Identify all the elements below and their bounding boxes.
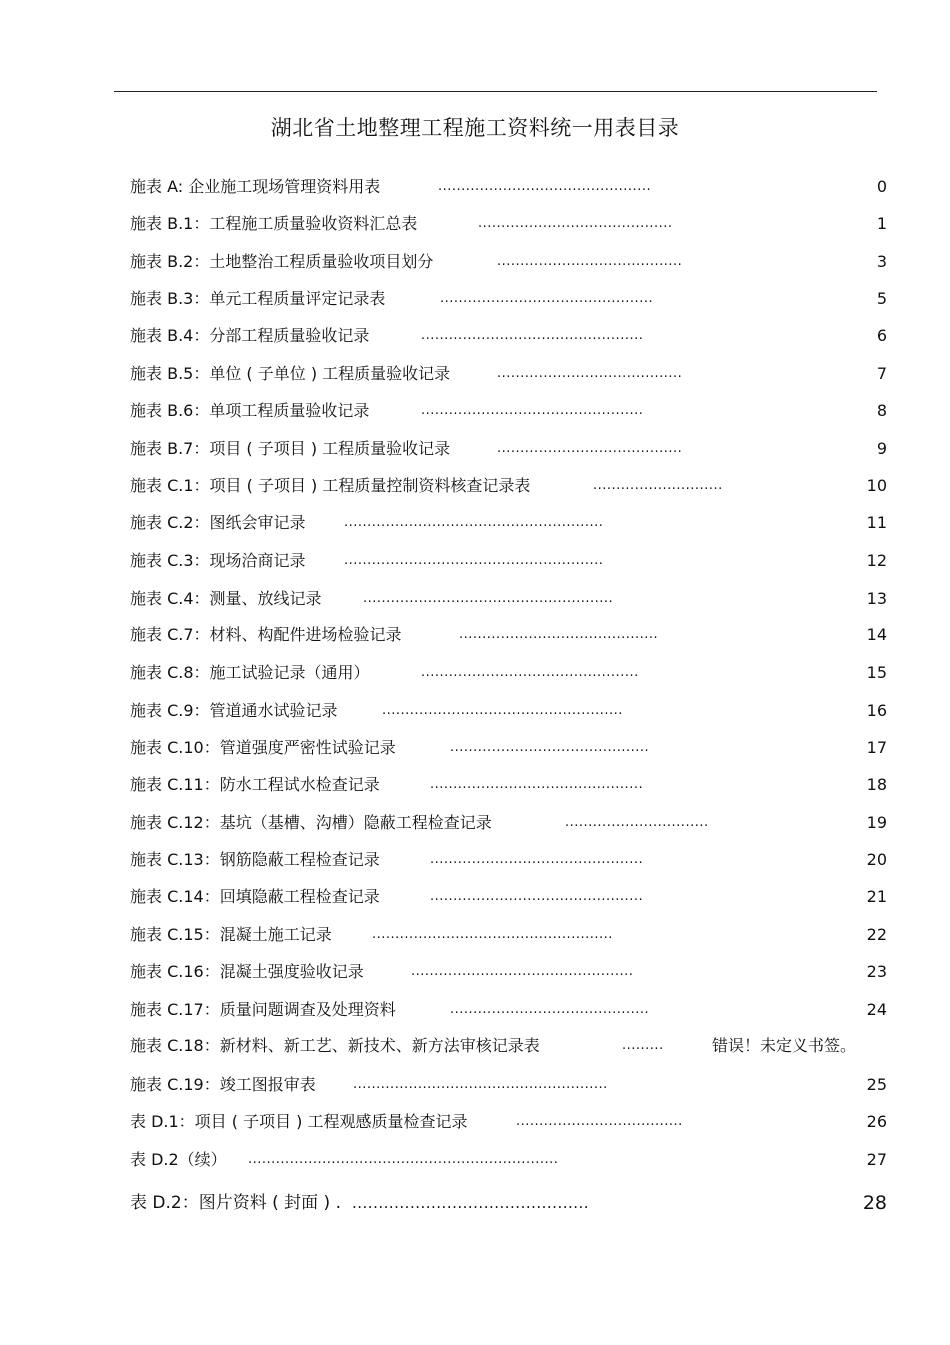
toc-entry[interactable] xyxy=(0,324,950,348)
toc-entry-label: 施表 C.19：竣工图报审表 xyxy=(130,1075,316,1094)
toc-entry-label: 施表 C.16：混凝土强度验收记录 xyxy=(130,962,364,981)
toc-leader-dots: .................................................... xyxy=(372,927,613,942)
toc-leader-dots: ........................................... xyxy=(450,1002,650,1017)
toc-page-number: 27 xyxy=(866,1150,887,1169)
toc-entry[interactable] xyxy=(0,736,950,760)
toc-page-number: 19 xyxy=(866,813,887,832)
toc-leader-dots: ................................................ xyxy=(411,964,634,979)
toc-page-number: 0 xyxy=(876,177,887,196)
toc-entry[interactable] xyxy=(0,511,950,535)
toc-leader-dots: ........................................ xyxy=(497,366,683,381)
toc-leader-dots: .............................................. xyxy=(430,889,644,904)
toc-page-number: 26 xyxy=(866,1112,887,1131)
toc-entry-label: 施表 B.6：单项工程质量验收记录 xyxy=(130,401,370,420)
toc-entry-label: 施表 C.18：新材料、新工艺、新技术、新方法审核记录表 xyxy=(130,1036,540,1055)
toc-leader-dots: ............................ xyxy=(593,478,723,493)
toc-entry[interactable] xyxy=(0,362,950,386)
toc-entry[interactable] xyxy=(0,661,950,685)
toc-entry-label: 施表 B.7：项目 ( 子项目 ) 工程质量验收记录 xyxy=(130,439,451,458)
toc-leader-dots: ................................................................... xyxy=(248,1152,559,1167)
toc-entry-label: 表 D.2（续） xyxy=(130,1150,227,1169)
toc-entry[interactable] xyxy=(0,885,950,909)
toc-entry[interactable] xyxy=(0,960,950,984)
toc-leader-dots: ........................................... xyxy=(450,740,650,755)
toc-entry-label: 施表 B.4：分部工程质量验收记录 xyxy=(130,326,370,345)
toc-leader-dots: .................................................... xyxy=(382,703,623,718)
toc-page-number: 10 xyxy=(866,476,887,495)
toc-page-number: 12 xyxy=(866,551,887,570)
toc-entry-label: 施表 C.12：基坑（基槽、沟槽）隐蔽工程检查记录 xyxy=(130,813,492,832)
toc-entry-label: 施表 C.17：质量问题调查及处理资料 xyxy=(130,1000,396,1019)
toc-entry[interactable] xyxy=(0,212,950,236)
toc-leader-dots: .................................... xyxy=(516,1114,683,1129)
toc-entry-label: 施表 C.11：防水工程试水检查记录 xyxy=(130,775,380,794)
toc-page-number: 14 xyxy=(866,625,887,644)
toc-leader-dots: ...................................................... xyxy=(363,591,614,606)
toc-leader-dots: .......................................... xyxy=(478,216,673,231)
toc-leader-dots: .............................................. xyxy=(430,852,644,867)
toc-page-number: 16 xyxy=(866,701,887,720)
toc-leader-dots: ......... xyxy=(622,1038,664,1053)
toc-entry[interactable] xyxy=(0,474,950,498)
toc-entry-label: 施表 B.2：土地整治工程质量验收项目划分 xyxy=(130,252,434,271)
toc-page-number: 21 xyxy=(866,887,887,906)
toc-entry[interactable] xyxy=(0,848,950,872)
toc-entry-label: 施表 C.4：测量、放线记录 xyxy=(130,589,322,608)
toc-page-number: 13 xyxy=(866,589,887,608)
toc-error-text: 错误！未定义书签。 xyxy=(712,1036,857,1055)
toc-entry[interactable] xyxy=(0,998,950,1022)
toc-entry-label: 施表 B.3：单元工程质量评定记录表 xyxy=(130,289,386,308)
toc-entry-label: 施表 C.2：图纸会审记录 xyxy=(130,513,306,532)
toc-leader-dots: ................................................ xyxy=(421,328,644,343)
toc-entry[interactable] xyxy=(0,587,950,611)
toc-leader-dots: ........................................................ xyxy=(344,515,604,530)
toc-entry[interactable] xyxy=(0,623,950,647)
toc-leader-dots: ............................... xyxy=(565,815,709,830)
toc-entry-label: 施表 B.1：工程施工质量验收资料汇总表 xyxy=(130,214,418,233)
toc-page-number: 25 xyxy=(866,1075,887,1094)
toc-leader-dots: ............................................... xyxy=(421,665,639,680)
toc-page-number: 5 xyxy=(876,289,887,308)
toc-entry[interactable] xyxy=(0,1073,950,1097)
toc-entry[interactable] xyxy=(0,1034,950,1058)
toc-leader-dots: ........................................ xyxy=(497,254,683,269)
toc-entry[interactable] xyxy=(0,1148,950,1172)
toc-page-number: 15 xyxy=(866,663,887,682)
toc-leader-dots: ........................................................ xyxy=(344,553,604,568)
toc-entry[interactable] xyxy=(0,923,950,947)
toc-entry-label: 施表 C.15：混凝土施工记录 xyxy=(130,925,332,944)
toc-entry-label: 施表 C.7：材料、构配件进场检验记录 xyxy=(130,625,402,644)
toc-leader-dots: .............................................. xyxy=(440,291,654,306)
toc-leader-dots: ........................................... xyxy=(459,627,659,642)
toc-entry-label: 施表 C.8：施工试验记录（通用） xyxy=(130,663,370,682)
toc-entry-label: 施表 A: 企业施工现场管理资料用表 xyxy=(130,177,381,196)
toc-page-number: 11 xyxy=(866,513,887,532)
toc-page-number: 20 xyxy=(866,850,887,869)
page-title: 湖北省土地整理工程施工资料统一用表目录 xyxy=(270,116,680,140)
toc-entry[interactable] xyxy=(0,549,950,573)
toc-entry[interactable] xyxy=(0,699,950,723)
toc-page-number: 22 xyxy=(866,925,887,944)
toc-leader-dots: ................................................ xyxy=(421,403,644,418)
toc-entry-label: 表 D.2：图片资料 ( 封面 ) . xyxy=(130,1193,341,1213)
toc-entry[interactable] xyxy=(0,437,950,461)
toc-entry[interactable] xyxy=(0,399,950,423)
toc-page-number: 6 xyxy=(876,326,887,345)
toc-entry-label: 施表 C.9：管道通水试验记录 xyxy=(130,701,338,720)
toc-entry[interactable] xyxy=(0,773,950,797)
toc-entry[interactable] xyxy=(0,1191,950,1215)
toc-leader-dots: .............................................. xyxy=(430,777,644,792)
toc-leader-dots: ........................................ xyxy=(497,441,683,456)
toc-entry-label: 施表 B.5：单位 ( 子单位 ) 工程质量验收记录 xyxy=(130,364,451,383)
toc-entry-label: 表 D.1：项目 ( 子项目 ) 工程观感质量检查记录 xyxy=(130,1112,468,1131)
toc-leader-dots: ............................................. xyxy=(352,1194,590,1212)
toc-page-number: 18 xyxy=(866,775,887,794)
toc-page-number: 8 xyxy=(876,401,887,420)
toc-leader-dots: .............................................. xyxy=(438,179,652,194)
toc-entry-label: 施表 C.13：钢筋隐蔽工程检查记录 xyxy=(130,850,380,869)
toc-entry[interactable] xyxy=(0,811,950,835)
toc-page-number: 23 xyxy=(866,962,887,981)
toc-entry[interactable] xyxy=(0,287,950,311)
toc-entry-label: 施表 C.1：项目 ( 子项目 ) 工程质量控制资料核查记录表 xyxy=(130,476,531,495)
toc-page-number: 9 xyxy=(876,439,887,458)
toc-page-number: 1 xyxy=(876,214,887,233)
toc-page-number: 7 xyxy=(876,364,887,383)
toc-entry-label: 施表 C.10：管道强度严密性试验记录 xyxy=(130,738,396,757)
toc-page-number: 24 xyxy=(866,1000,887,1019)
toc-entry-label: 施表 C.14：回填隐蔽工程检查记录 xyxy=(130,887,380,906)
toc-page-number: 3 xyxy=(876,252,887,271)
toc-entry[interactable] xyxy=(0,1110,950,1134)
toc-leader-dots: ....................................................... xyxy=(353,1077,608,1092)
toc-entry-label: 施表 C.3：现场洽商记录 xyxy=(130,551,306,570)
toc-entry[interactable] xyxy=(0,175,950,199)
toc-page-number: 28 xyxy=(862,1192,887,1214)
toc-page-number: 17 xyxy=(866,738,887,757)
toc-entry[interactable] xyxy=(0,250,950,274)
